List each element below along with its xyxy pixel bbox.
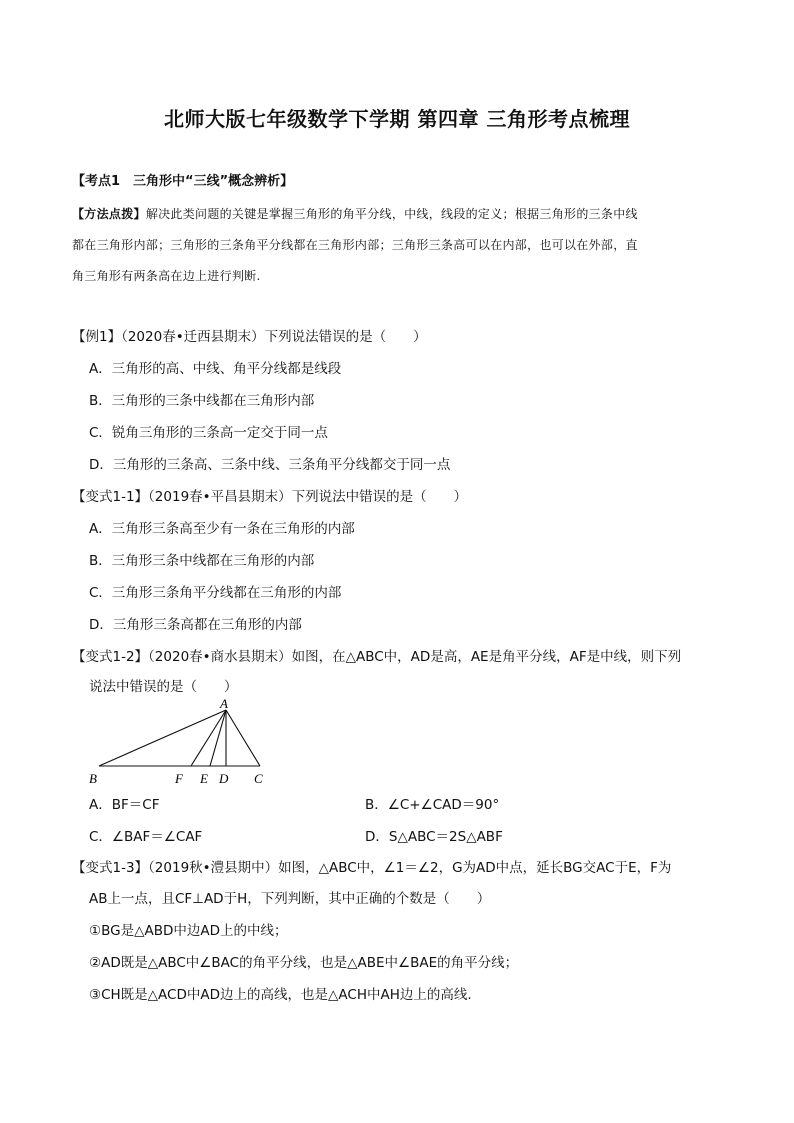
variant11-option-d: D．三角形三条高都在三角形的内部 [89, 617, 302, 633]
variant11-option-b: B．三角形三条中线都在三角形的内部 [89, 553, 315, 569]
variant11-stem: 【变式1-1】（2019春•平昌县期末）下列说法中错误的是（ ） [72, 489, 468, 505]
label-c: C [254, 771, 263, 786]
label-e: E [200, 771, 208, 786]
method-line-1: 【方法点拨】解决此类问题的关键是掌握三角形的角平分线，中线，线段的定义；根据三角形的三条中线 [72, 207, 638, 221]
label-f: F [175, 771, 183, 786]
variant12-stem-line-1: 【变式1-2】（2020春•商水县期末）如图，在△ABC中，AD是高，AE是角平分线，AF是中线，则下列 [72, 649, 682, 665]
segment-af [191, 710, 226, 766]
example1-option-c: C．锐角三角形的三条高一定交于同一点 [89, 425, 328, 441]
variant13-stem-line-2: AB上一点，且CF⊥AD于H，下列判断，其中正确的个数是（ ） [89, 891, 491, 907]
variant13-stem-line-1: 【变式1-3】（2019秋•澧县期中）如图，△ABC中，∠1＝∠2，G为AD中点，延长BG交AC于E，F为 [72, 860, 672, 876]
variant12-stem-line-2: 说法中错误的是（ ） [89, 679, 238, 695]
section-heading: 【考点1 三角形中“三线”概念辨析】 [72, 174, 294, 189]
segment-ac [226, 710, 260, 766]
triangle-figure [86, 695, 286, 787]
example1-option-a: A．三角形的高、中线、角平分线都是线段 [89, 361, 342, 377]
label-d: D [219, 771, 229, 786]
label-b: B [89, 771, 97, 786]
method-line-3: 角三角形有两条高在边上进行判断. [72, 269, 261, 283]
variant13-statement-2: ②AD既是△ABC中∠BAC的角平分线，也是△ABE中∠BAE的角平分线； [89, 955, 519, 971]
segment-ae [210, 710, 226, 766]
variant11-option-c: C．三角形三条角平分线都在三角形的内部 [89, 585, 342, 601]
variant12-option-d: D．S△ABC＝2S△ABF [365, 829, 503, 845]
variant12-option-a: A．BF＝CF [89, 797, 160, 813]
variant13-statement-3: ③CH既是△ACD中AD边上的高线，也是△ACH中AH边上的高线. [89, 987, 472, 1003]
method-tip [72, 199, 724, 292]
variant13-statement-1: ①BG是△ABD中边AD上的中线； [89, 923, 288, 939]
variant12-option-b: B．∠C+∠CAD＝90° [365, 797, 500, 813]
example1-option-b: B．三角形的三条中线都在三角形内部 [89, 393, 315, 409]
variant11-option-a: A．三角形三条高至少有一条在三角形的内部 [89, 521, 355, 537]
page-title: 北师大版七年级数学下学期 第四章 三角形考点梳理 [164, 107, 630, 131]
variant12-option-c: C．∠BAF＝∠CAF [89, 829, 203, 845]
label-a: A [220, 696, 228, 711]
segment-ab [99, 710, 226, 766]
method-tag: 【方法点拨】 [72, 207, 146, 221]
example1-stem: 【例1】（2020春•迁西县期末）下列说法错误的是（ ） [72, 329, 427, 345]
method-line-2: 都在三角形内部；三角形的三条角平分线都在三角形内部；三角形三条高可以在内部，也可以在外部，直 [72, 238, 638, 252]
example1-option-d: D．三角形的三条高、三条中线、三条角平分线都交于同一点 [89, 457, 451, 473]
